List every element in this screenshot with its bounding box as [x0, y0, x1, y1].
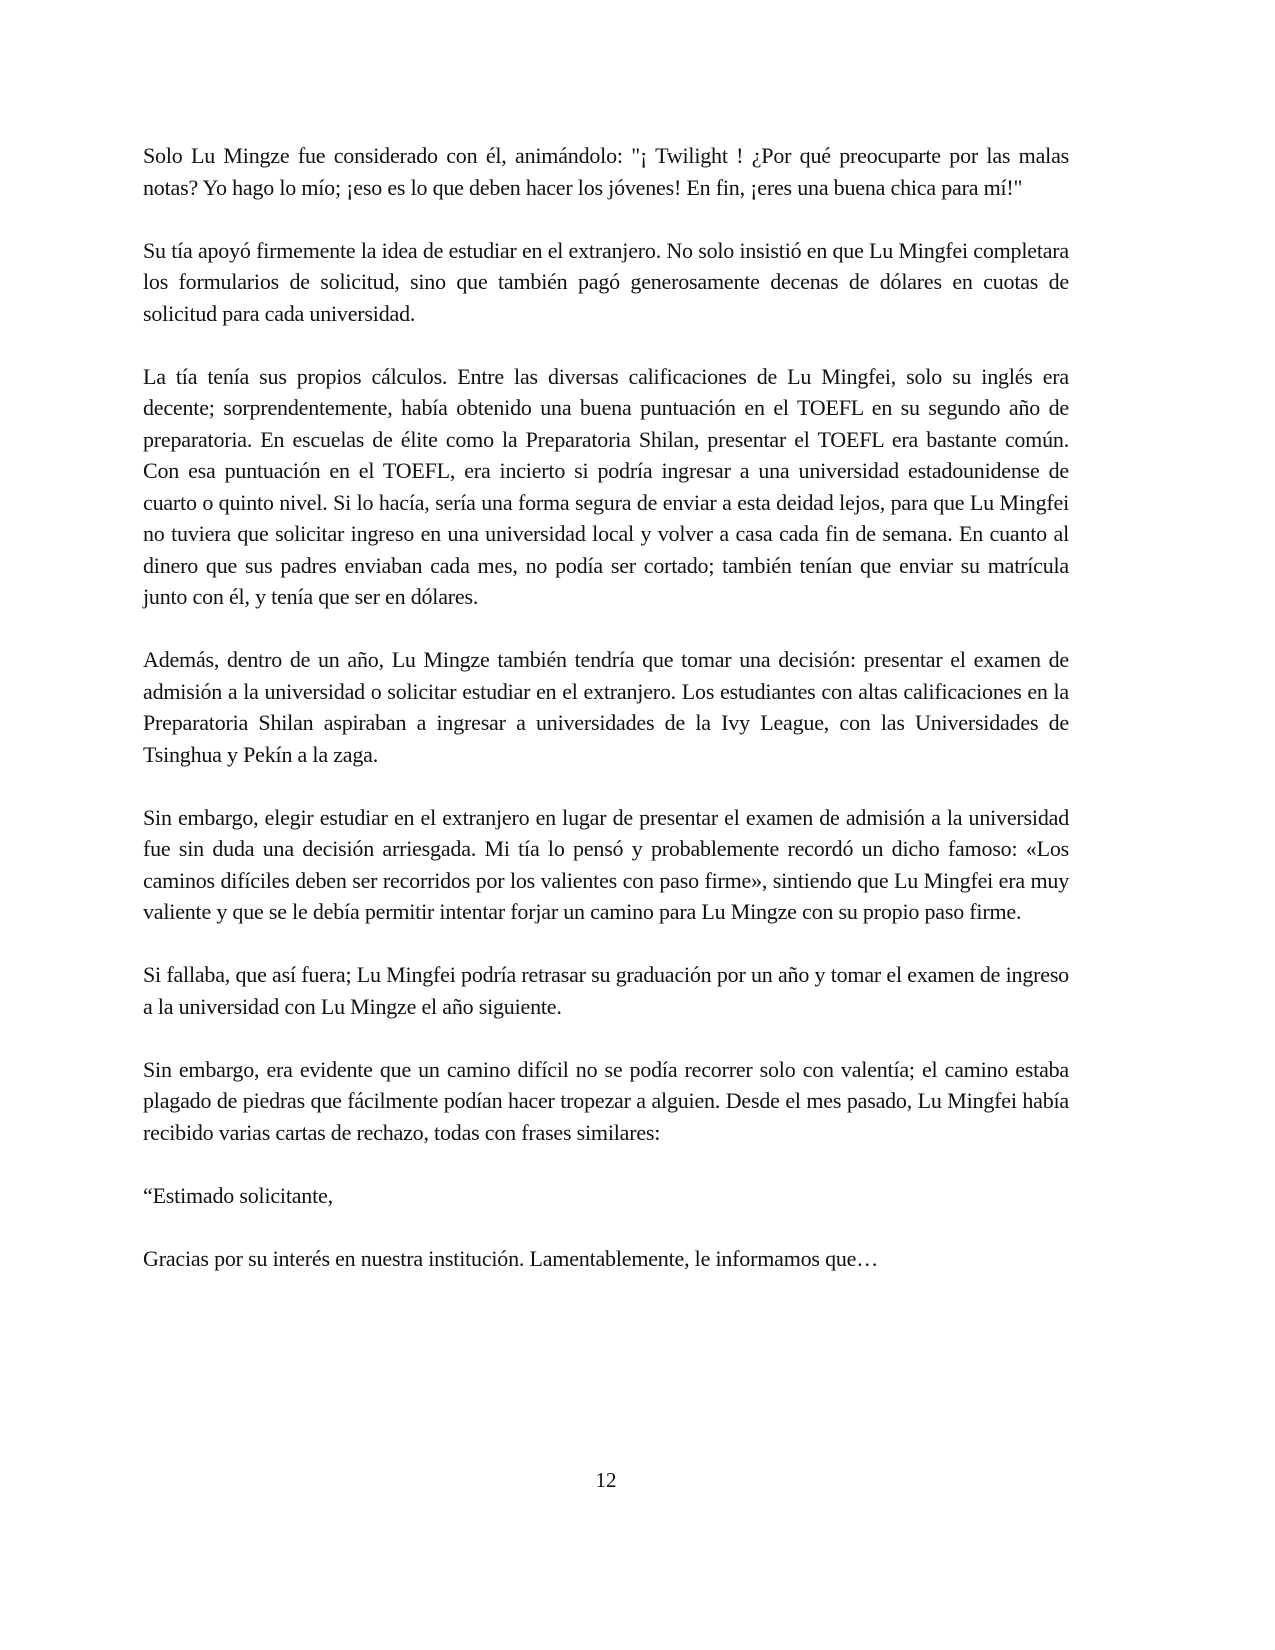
paragraph: Su tía apoyó firmemente la idea de estudiar en el extranjero. No solo insistió en que Lu Mingfei completara los formularios de solicitud, sino que también pagó generosamente decenas de dólares en cuotas de solicitud para cada universidad.	[143, 237, 1069, 326]
paragraph: Solo Lu Mingze fue considerado con él, animándolo: "¡ Twilight ! ¿Por qué preocuparte por las malas notas? Yo hago lo mío; ¡eso es lo que deben hacer los jóvenes! En fin, ¡eres una buena chica para mí!"	[143, 143, 1069, 200]
paragraph: Si fallaba, que así fuera; Lu Mingfei podría retrasar su graduación por un año y tomar el examen de ingreso a la universidad con Lu Mingze el año siguiente.	[143, 962, 1069, 1019]
page-body	[143, 140, 1069, 1306]
letter-salutation: “Estimado solicitante,	[143, 1182, 333, 1208]
paragraph: Además, dentro de un año, Lu Mingze también tendría que tomar una decisión: presentar el examen de admisión a la universidad o solicitar estudiar en el extranjero. Los estudiantes con altas calificaciones en la Preparatoria Shilan aspiraban a ingresar a universidades de la Ivy League, con las Universidades de Tsinghua y Pekín a la zaga.	[143, 647, 1069, 767]
paragraph: La tía tenía sus propios cálculos. Entre las diversas calificaciones de Lu Mingfei, solo su inglés era decente; sorprendentemente, había obtenido una buena puntuación en el TOEFL en su segundo año de preparatoria. En escuelas de élite como la Preparatoria Shilan, presentar el TOEFL era bastante común. Con esa puntuación en el TOEFL, era incierto si podría ingresar a una universidad estadounidense de cuarto o quinto nivel. Si lo hacía, sería una forma segura de enviar a esta deidad lejos, para que Lu Mingfei no tuviera que solicitar ingreso en una universidad local y volver a casa cada fin de semana. En cuanto al dinero que sus padres enviaban cada mes, no podía ser cortado; también tenían que enviar su matrícula junto con él, y tenía que ser en dólares.	[143, 363, 1069, 609]
letter-body: Gracias por su interés en nuestra institución. Lamentablemente, le informamos que…	[143, 1245, 879, 1271]
page-number: 12	[595, 1468, 617, 1492]
paragraph: Sin embargo, elegir estudiar en el extranjero en lugar de presentar el examen de admisión a la universidad fue sin duda una decisión arriesgada. Mi tía lo pensó y probablemente recordó un dicho famoso: «Los caminos difíciles deben ser recorridos por los valientes con paso firme», sintiendo que Lu Mingfei era muy valiente y que se le debía permitir intentar forjar un camino para Lu Mingze con su propio paso firme.	[143, 804, 1069, 924]
paragraph: Sin embargo, era evidente que un camino difícil no se podía recorrer solo con valentía; el camino estaba plagado de piedras que fácilmente podían hacer tropezar a alguien. Desde el mes pasado, Lu Mingfei había recibido varias cartas de rechazo, todas con frases similares:	[143, 1056, 1069, 1145]
